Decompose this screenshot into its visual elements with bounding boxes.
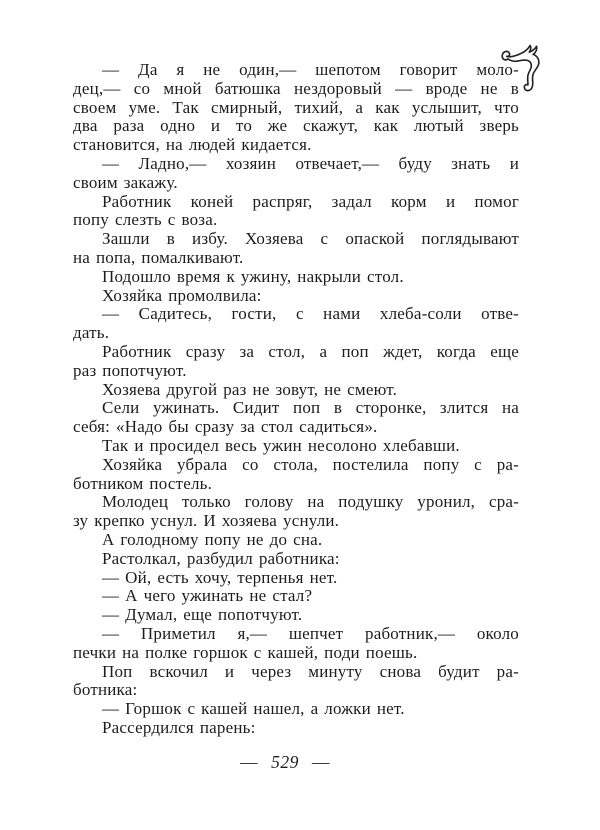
text-line: ботником постель. xyxy=(73,473,213,493)
text-line: Работник коней распряг, задал корм и помог xyxy=(102,191,519,211)
text-line: своем уме. Так смирный, тихий, а как услышит, что xyxy=(73,97,519,117)
text-line: себя: «Надо бы сразу за стол садиться». xyxy=(73,417,378,437)
page-number-dash-left: — xyxy=(240,752,259,772)
text-line: печки на полке горшок с кашей, поди поешь. xyxy=(73,642,418,662)
text-line: Зашли в избу. Хозяева с опаской поглядывают xyxy=(102,229,519,249)
text-line: — Ой, есть хочу, терпенья нет. xyxy=(102,567,338,587)
text-line: Сели ужинать. Сидит поп в сторонке, злится на xyxy=(102,398,519,418)
text-line: Подошло время к ужину, накрыли стол. xyxy=(102,266,404,286)
text-line: Поп вскочил и через минуту снова будит ра- xyxy=(102,661,519,681)
text-line: Хозяйка промолвила: xyxy=(102,285,262,305)
text-line: дец,— со мной батюшка нездоровый — вроде не в xyxy=(73,78,519,98)
text-line: Молодец только голову на подушку уронил, сра- xyxy=(102,492,519,512)
text-line: раз попотчуют. xyxy=(73,360,187,380)
text-line: А голодному попу не до сна. xyxy=(102,529,323,549)
text-line: — Да я не один,— шепотом говорит моло- xyxy=(102,60,519,79)
text-line: своим закажу. xyxy=(73,172,178,192)
text-line: — Думал, еще попотчуют. xyxy=(102,605,303,625)
text-line: два раза одно и то же скажут, как лютый зверь xyxy=(73,116,519,136)
text-line: — А чего ужинать не стал? xyxy=(102,586,313,606)
text-line: зу крепко уснул. И хозяева уснули. xyxy=(73,511,340,531)
text-line: — Приметил я,— шепчет работник,— около xyxy=(102,623,519,643)
text-line: на попа, помалкивают. xyxy=(73,247,244,267)
text-line: — Ладно,— хозяин отвечает,— буду знать и xyxy=(102,153,519,173)
text-line: Хозяйка убрала со стола, постелила попу с ра- xyxy=(102,454,519,474)
page-number-value: 529 xyxy=(271,752,299,772)
page-text-block xyxy=(73,61,519,738)
text-line: — Садитесь, гости, с нами хлеба-соли отве- xyxy=(102,304,519,324)
text-line: дать. xyxy=(73,323,110,343)
text-line: Работник сразу за стол, а поп ждет, когда еще xyxy=(102,341,519,361)
page-number xyxy=(40,752,530,773)
page-number-dash-right: — xyxy=(311,752,330,772)
text-line: Хозяева другой раз не зовут, не смеют. xyxy=(102,379,398,399)
text-line: — Горшок с кашей нашел, а ложки нет. xyxy=(102,699,405,719)
text-line: ботника: xyxy=(73,680,138,700)
text-line: Рассердился парень: xyxy=(102,717,256,737)
text-line: Так и просидел весь ужин несолоно хлебавши. xyxy=(102,435,460,455)
text-line: Растолкал, разбудил работника: xyxy=(102,548,340,568)
text-line: становится, на людей кидается. xyxy=(73,135,312,155)
text-line: попу слезть с воза. xyxy=(73,210,218,230)
